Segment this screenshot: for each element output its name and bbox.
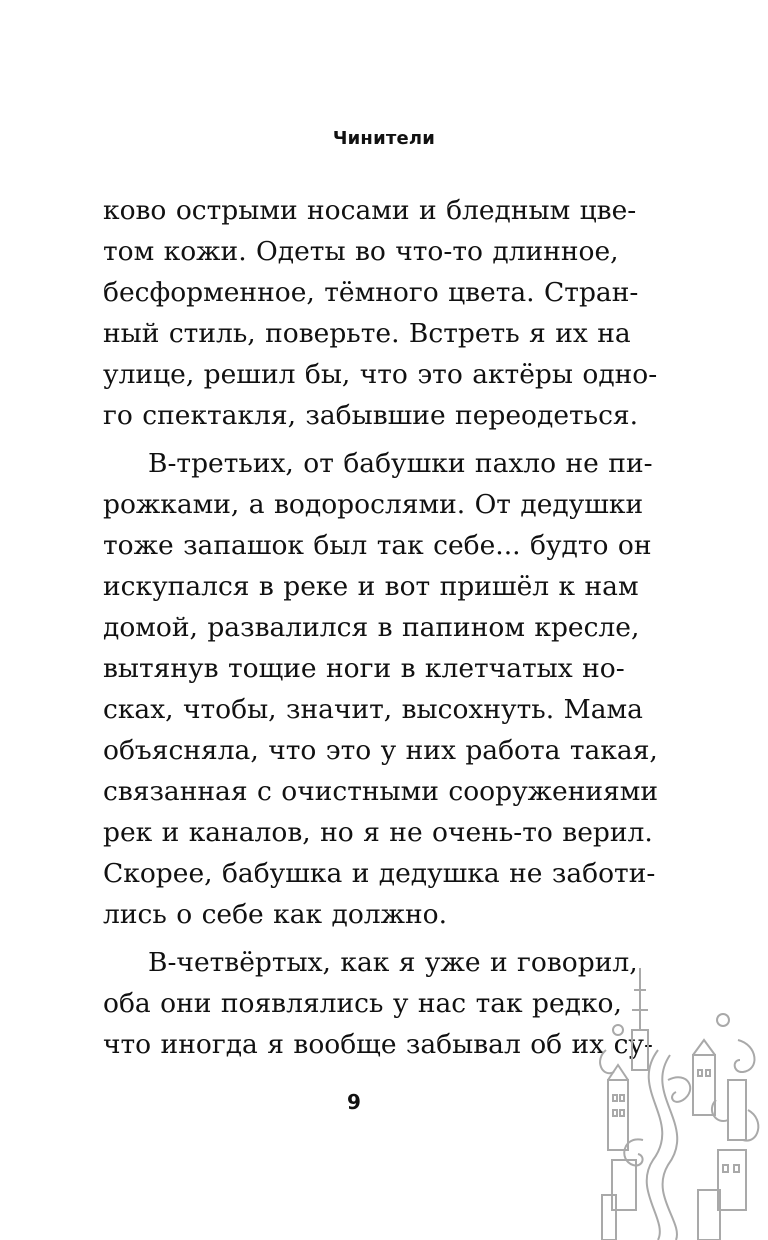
text-line: В-третьих, от бабушки пахло не пи- xyxy=(148,448,653,479)
text-line: вытянув тощие ноги в клетчатых но- xyxy=(103,653,625,684)
city-swirl-ornament-icon xyxy=(598,960,768,1240)
text-line: что иногда я вообще забывал об их су- xyxy=(103,1029,653,1060)
text-line: том кожи. Одеты во что-то длинное, xyxy=(103,236,619,267)
body-text xyxy=(103,190,659,1065)
running-title: Чинители xyxy=(332,128,436,149)
paragraph xyxy=(103,190,658,436)
text-line: ный стиль, поверьте. Встреть я их на xyxy=(103,318,631,349)
text-line: В-четвёртых, как я уже и говорил, xyxy=(148,947,638,978)
paragraph xyxy=(103,443,659,935)
text-line: сках, чтобы, значит, высохнуть. Мама xyxy=(103,694,643,725)
text-line: бесформенное, тёмного цвета. Стран- xyxy=(103,277,639,308)
text-line: ково острыми носами и бледным цве- xyxy=(103,195,637,226)
text-line: улице, решил бы, что это актёры одно- xyxy=(103,359,658,390)
text-line: объясняла, что это у них работа такая, xyxy=(103,735,658,766)
text-line: связанная с очистными сооружениями xyxy=(103,776,659,807)
text-line: оба они появлялись у нас так редко, xyxy=(103,988,622,1019)
text-line: го спектакля, забывшие переодеться. xyxy=(103,400,639,431)
text-line: тоже запашок был так себе... будто он xyxy=(103,530,652,561)
page-number: 9 xyxy=(347,1090,361,1114)
text-line: Скорее, бабушка и дедушка не заботи- xyxy=(103,858,656,889)
text-line: лись о себе как должно. xyxy=(103,899,448,930)
text-line: рек и каналов, но я не очень-то верил. xyxy=(103,817,653,848)
paragraph xyxy=(103,942,653,1065)
text-line: домой, развалился в папином кресле, xyxy=(103,612,640,643)
text-line: искупался в реке и вот пришёл к нам xyxy=(103,571,639,602)
text-line: рожками, а водорослями. От дедушки xyxy=(103,489,644,520)
